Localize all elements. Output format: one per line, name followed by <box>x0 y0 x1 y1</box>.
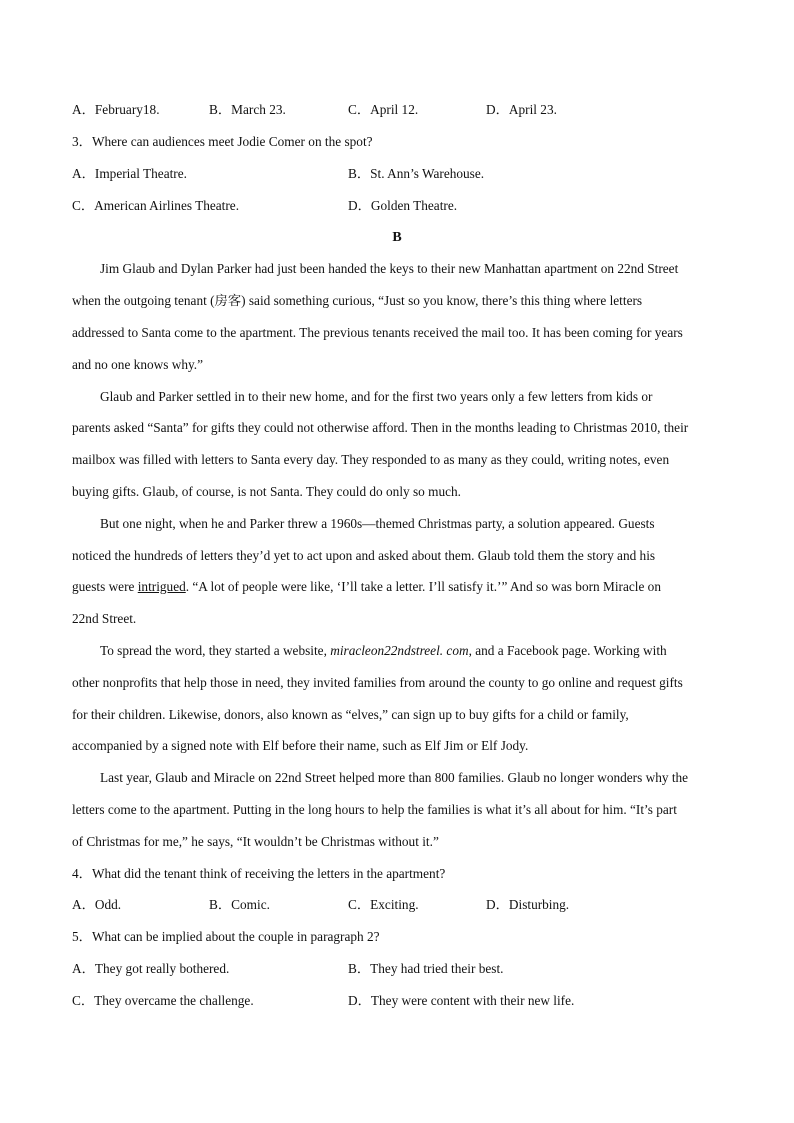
section-title: B <box>392 230 402 245</box>
q4-option-b: B．Comic. <box>209 897 270 912</box>
passage-line: mailbox was filled with letters to Santa every day. They responded to as many as they could, writing notes, even <box>72 452 670 467</box>
passage-line: for their children. Likewise, donors, also known as “elves,” can sign up to buy gifts for a child or family, <box>72 707 629 722</box>
passage-text: . “A lot of people were like, ‘I’ll take a letter. I’ll satisfy it.’” And so was born Miracle on <box>185 579 661 594</box>
passage-line: But one night, when he and Parker threw a 1960s—themed Christmas party, a solution appeared. Guests <box>100 516 655 531</box>
passage-line: 22nd Street. <box>72 611 137 626</box>
q3-option-d: D．Golden Theatre. <box>348 198 458 213</box>
passage-line <box>100 643 667 659</box>
passage-text: To spread the word, they started a website, <box>100 643 331 658</box>
passage-line: letters come to the apartment. Putting in the long hours to help the families is what it’s all about for him. “It’s part <box>72 802 677 817</box>
q3-option-a: A．Imperial Theatre. <box>72 166 187 181</box>
q2-option-c: C．April 12. <box>348 102 419 117</box>
q4-option-d: D．Disturbing. <box>486 897 570 912</box>
q5-option-a: A．They got really bothered. <box>72 961 230 976</box>
passage-line: buying gifts. Glaub, of course, is not Santa. They could do only so much. <box>72 484 462 499</box>
passage-line: of Christmas for me,” he says, “It wouldn’t be Christmas without it.” <box>72 834 439 849</box>
q5-option-c: C．They overcame the challenge. <box>72 993 254 1008</box>
underlined-word: intrigued <box>137 579 186 594</box>
passage-line: and no one knows why.” <box>72 357 203 372</box>
q5-option-b: B．They had tried their best. <box>348 961 504 976</box>
passage-line: other nonprofits that help those in need, they invited families from around the county to go online and request gifts <box>72 675 683 690</box>
q4-stem: 4．What did the tenant think of receiving the letters in the apartment? <box>72 866 446 881</box>
passage-line: accompanied by a signed note with Elf before their name, such as Elf Jim or Elf Jody. <box>72 738 529 753</box>
passage-line: Jim Glaub and Dylan Parker had just been handed the keys to their new Manhattan apartment on 22nd Street <box>100 261 679 276</box>
passage-line <box>72 579 661 595</box>
passage-line: Last year, Glaub and Miracle on 22nd Street helped more than 800 families. Glaub no longer wonders why the <box>100 770 689 785</box>
q5-option-d: D．They were content with their new life. <box>348 993 575 1008</box>
passage-text: guests were <box>72 579 138 594</box>
passage-line: when the outgoing tenant (房客) said something curious, “Just so you know, there’s this thing where letters <box>72 293 643 308</box>
q3-stem: 3．Where can audiences meet Jodie Comer on the spot? <box>72 134 373 149</box>
passage-line: noticed the hundreds of letters they’d yet to act upon and asked about them. Glaub told them the story and his <box>72 548 656 563</box>
q4-option-c: C．Exciting. <box>348 897 419 912</box>
q2-option-d: D．April 23. <box>486 102 557 117</box>
q5-stem: 5．What can be implied about the couple in paragraph 2? <box>72 929 380 944</box>
website-name: miracleon22ndstreel. com <box>330 643 469 658</box>
q3-option-b: B．St. Ann’s Warehouse. <box>348 166 485 181</box>
q3-option-c: C．American Airlines Theatre. <box>72 198 240 213</box>
passage-line: parents asked “Santa” for gifts they could not otherwise afford. Then in the months leading to Christmas 2010, their <box>72 420 689 435</box>
passage-line: addressed to Santa come to the apartment. The previous tenants received the mail too. It has been coming for years <box>72 325 683 340</box>
q2-option-b: B．March 23. <box>209 102 286 117</box>
q2-option-a: A．February18. <box>72 102 160 117</box>
q4-option-a: A．Odd. <box>72 897 122 912</box>
passage-line: Glaub and Parker settled in to their new home, and for the first two years only a few letters from kids or <box>100 389 653 404</box>
passage-text: , and a Facebook page. Working with <box>468 643 667 658</box>
